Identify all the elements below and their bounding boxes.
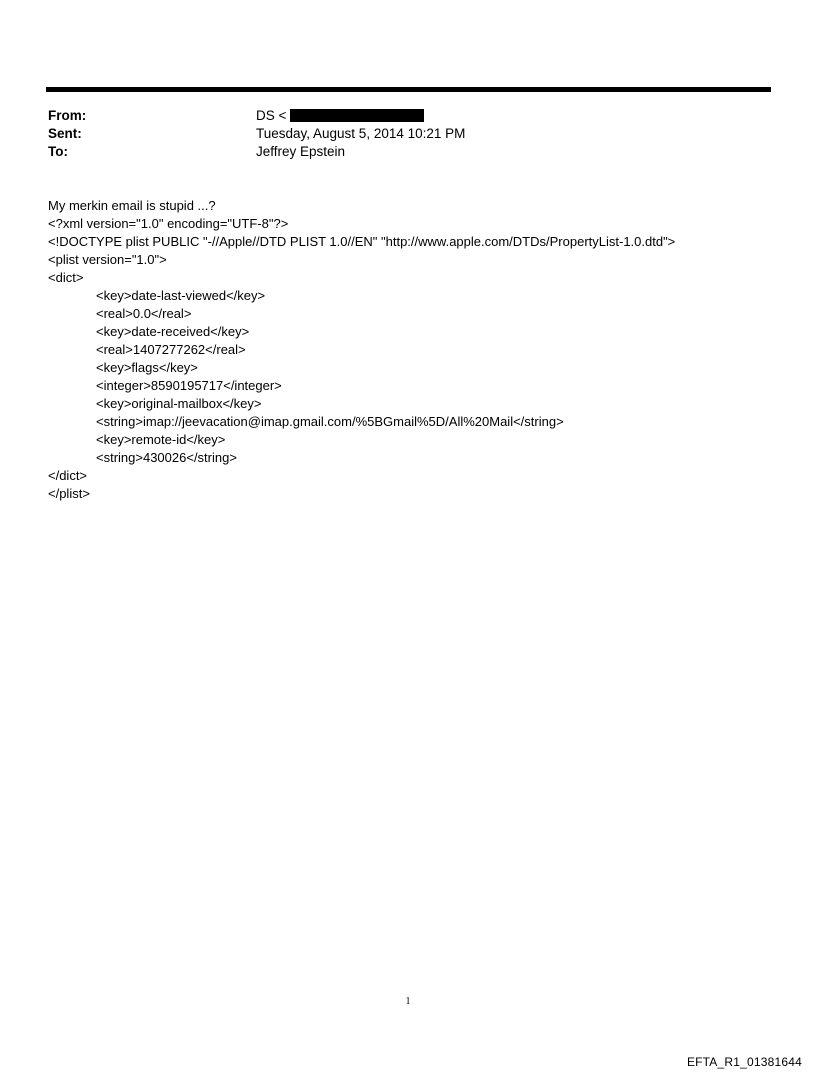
message-text: My merkin email is stupid ...? — [48, 198, 216, 213]
to-value: Jeffrey Epstein — [256, 144, 346, 159]
plist-entry: <string>430026</string> — [96, 450, 237, 465]
email-body — [48, 197, 788, 503]
sent-label: Sent: — [48, 126, 82, 141]
redaction-block — [290, 109, 424, 122]
plist-entry: <real>1407277262</real> — [96, 342, 246, 357]
to-row — [48, 143, 768, 161]
plist-entry: <string>imap://jeevacation@imap.gmail.com/%5BGmail%5D/All%20Mail</string> — [96, 414, 564, 429]
document-id: EFTA_R1_01381644 — [686, 1055, 802, 1069]
dict-close: </dict> — [48, 468, 88, 483]
to-label: To: — [48, 144, 68, 159]
plist-entry: <key>flags</key> — [96, 360, 198, 375]
email-header — [48, 107, 768, 161]
plist-entry: <key>date-last-viewed</key> — [96, 288, 266, 303]
plist-entry: <key>original-mailbox</key> — [96, 396, 262, 411]
sent-value: Tuesday, August 5, 2014 10:21 PM — [256, 126, 466, 141]
doctype-line: <!DOCTYPE plist PUBLIC "-//Apple//DTD PLIST 1.0//EN" "http://www.apple.com/DTDs/PropertyList-1.0.dtd"> — [48, 234, 676, 249]
from-row — [48, 107, 768, 125]
from-sender: DS < — [256, 108, 287, 123]
plist-open: <plist version="1.0"> — [48, 252, 167, 267]
sent-row — [48, 125, 768, 143]
from-value — [256, 107, 424, 125]
plist-close: </plist> — [48, 486, 90, 501]
header-divider — [46, 87, 771, 92]
plist-entry: <key>date-received</key> — [96, 324, 250, 339]
xml-declaration: <?xml version="1.0" encoding="UTF-8"?> — [48, 216, 289, 231]
page-number: 1 — [405, 996, 411, 1007]
plist-entry: <real>0.0</real> — [96, 306, 192, 321]
from-label: From: — [48, 108, 87, 123]
plist-entry: <integer>8590195717</integer> — [96, 378, 282, 393]
dict-open: <dict> — [48, 270, 84, 285]
plist-entry: <key>remote-id</key> — [96, 432, 226, 447]
